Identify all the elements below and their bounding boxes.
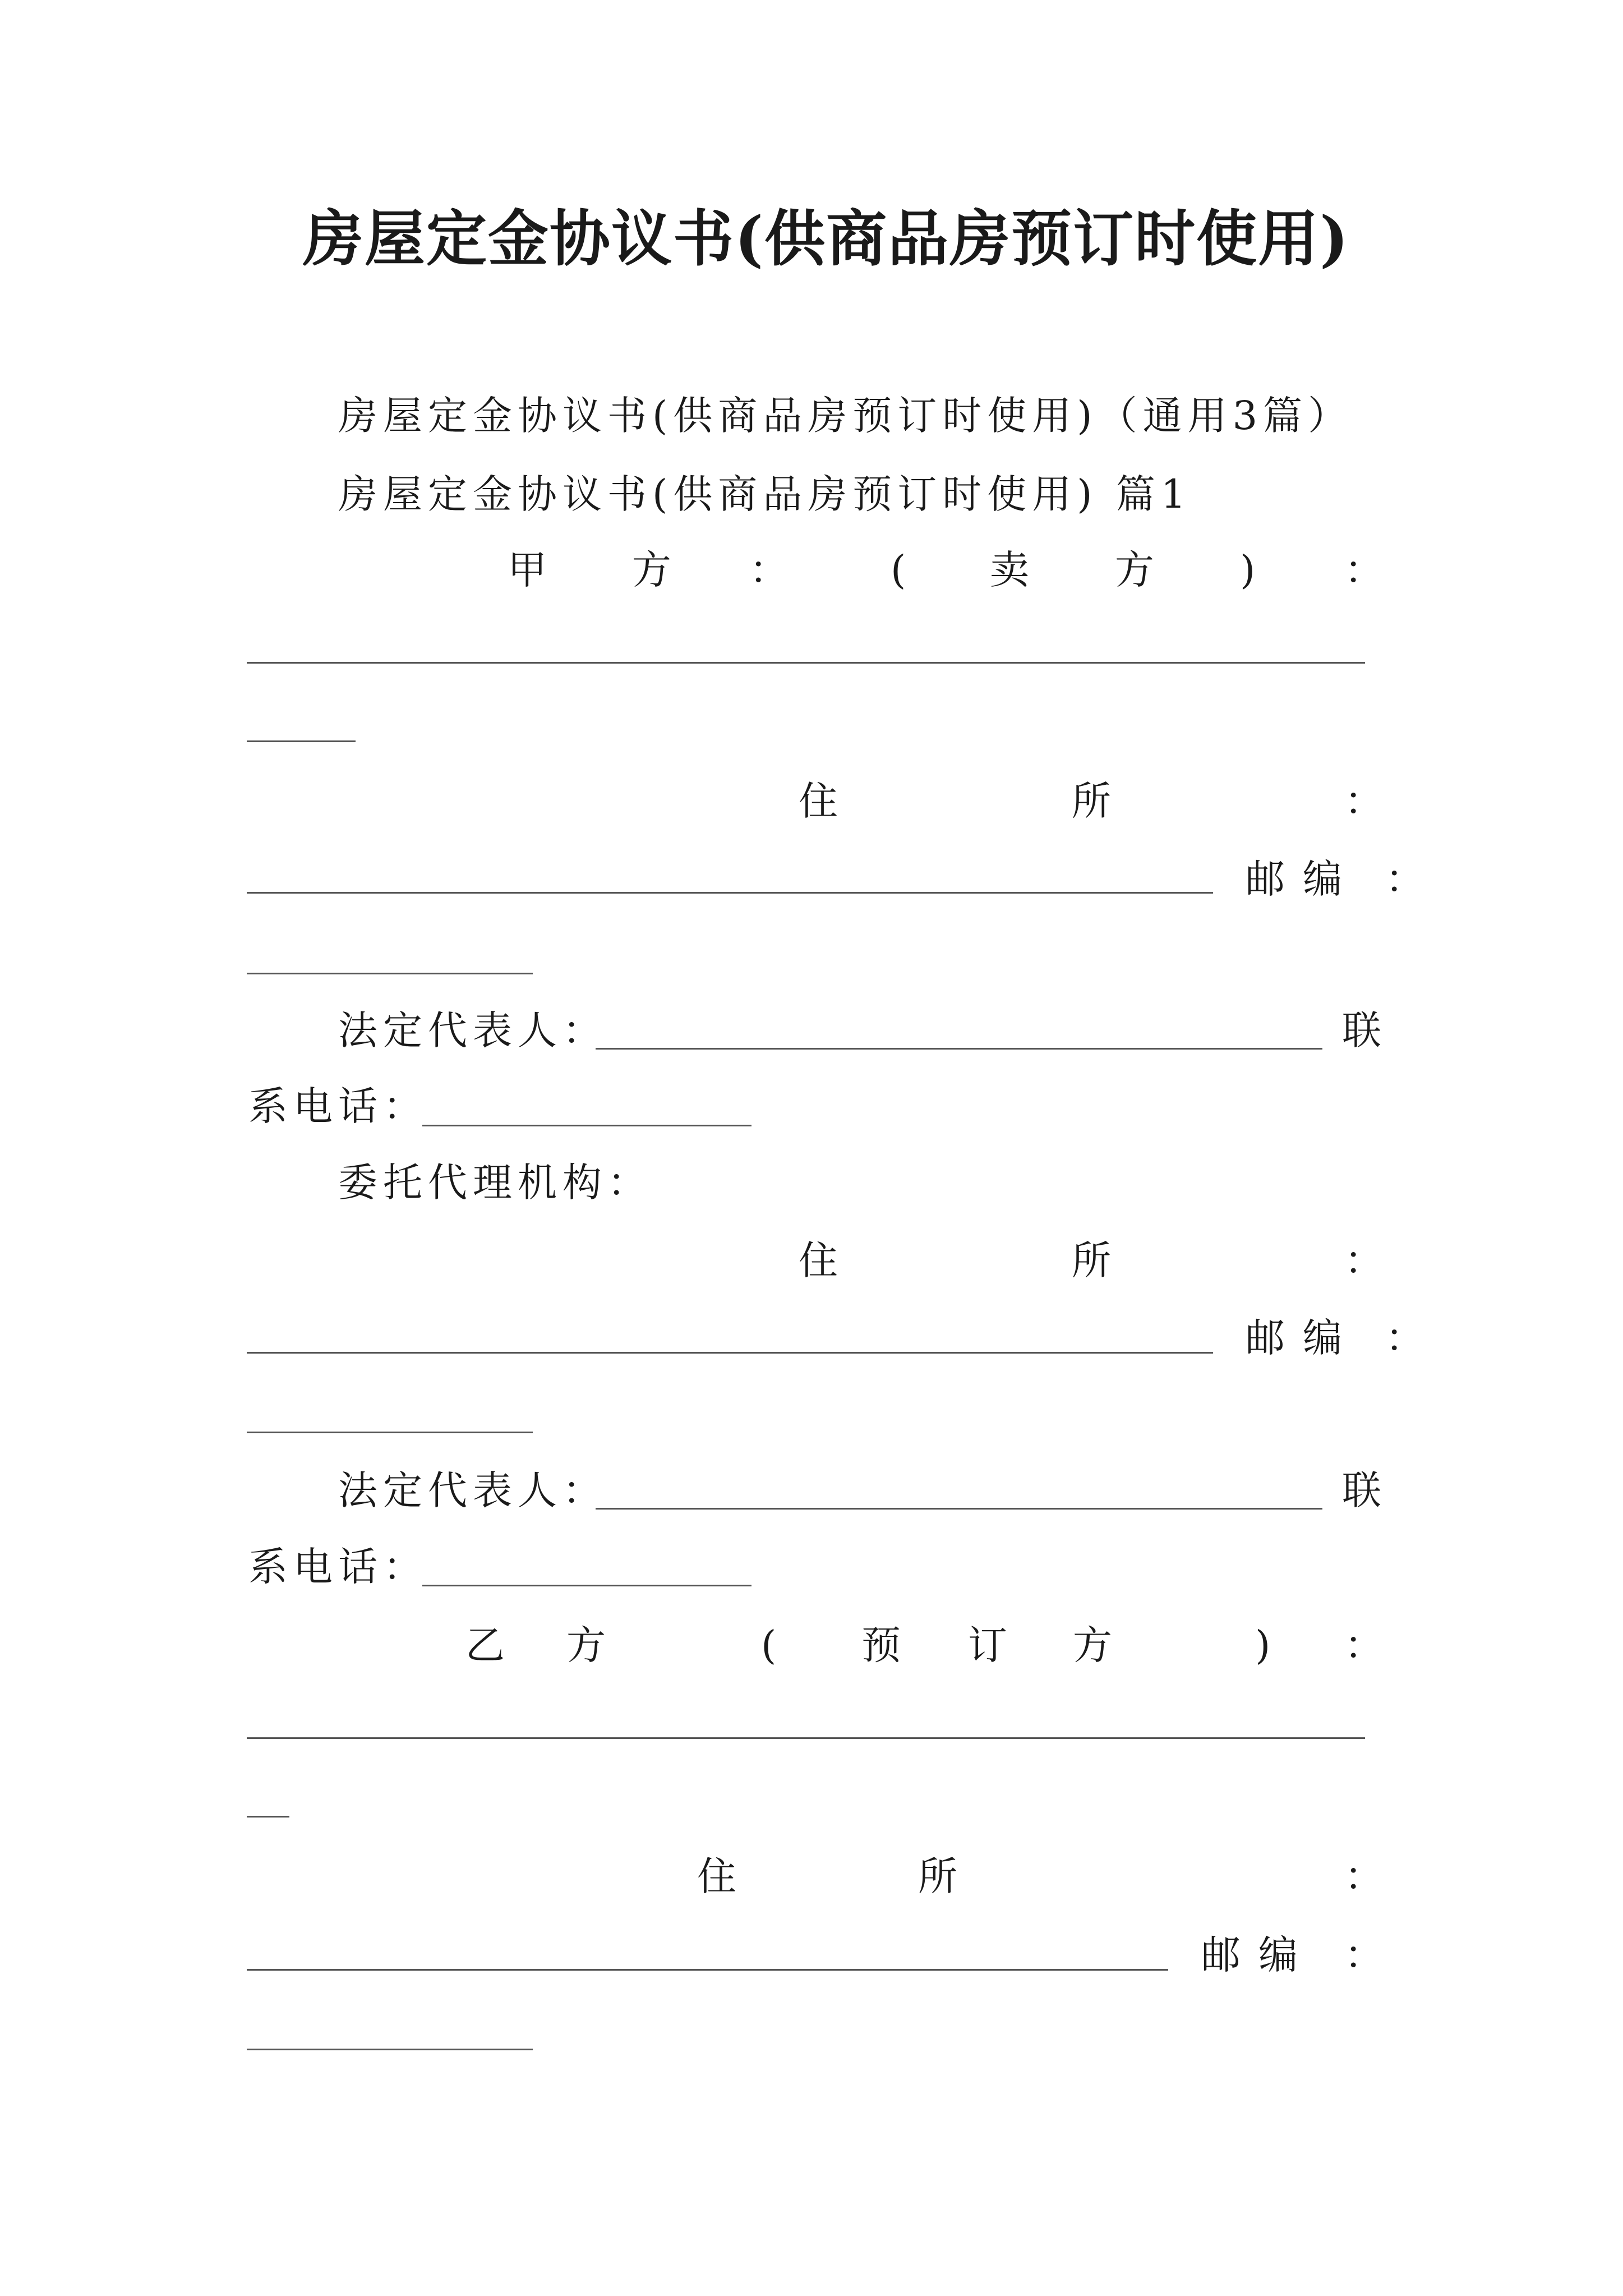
agency-phone-label-rest: 系电话： bbox=[248, 1544, 428, 1590]
agency-address-colon: ： bbox=[1344, 1237, 1389, 1283]
legal-rep-field-line[interactable] bbox=[596, 1048, 1322, 1050]
address-field-line[interactable] bbox=[247, 892, 1213, 894]
agency-label: 委托代理机构： bbox=[338, 1159, 652, 1205]
address-label-zhu: 住 bbox=[799, 778, 843, 824]
agency-phone-label-first-char: 联 bbox=[1342, 1467, 1387, 1513]
postcode-field-line[interactable] bbox=[247, 973, 533, 974]
agency-address-label-suo: 所 bbox=[1072, 1237, 1117, 1283]
party-b-postcode-field-line[interactable] bbox=[247, 2049, 533, 2050]
party-b-char-fang: 方 bbox=[566, 1622, 611, 1668]
phone-field-line[interactable] bbox=[422, 1125, 751, 1126]
party-a-name-field-line-2[interactable] bbox=[247, 740, 356, 742]
party-a-lparen: ( bbox=[891, 547, 912, 593]
party-a-char-jia: 甲 bbox=[508, 547, 552, 593]
party-a-colon-2: ： bbox=[1344, 547, 1389, 593]
party-a-char-fang: 方 bbox=[632, 547, 677, 593]
postcode-colon: ： bbox=[1385, 856, 1430, 902]
agency-postcode-label: 邮编 bbox=[1246, 1315, 1360, 1361]
party-a-colon-1: ： bbox=[749, 547, 794, 593]
party-a-char-mai: 卖 bbox=[990, 547, 1035, 593]
agency-postcode-colon: ： bbox=[1385, 1315, 1430, 1361]
party-a-char-fang-2: 方 bbox=[1115, 547, 1160, 593]
section-heading: 房屋定金协议书(供商品房预订时使用) 篇1 bbox=[338, 471, 1192, 517]
agency-address-label-zhu: 住 bbox=[799, 1237, 843, 1283]
agency-address-field-line[interactable] bbox=[247, 1352, 1213, 1354]
party-b-name-field-line-1[interactable] bbox=[247, 1737, 1365, 1739]
party-b-char-yu: 预 bbox=[861, 1622, 906, 1668]
agency-phone-field-line[interactable] bbox=[422, 1585, 751, 1586]
party-b-lparen: ( bbox=[761, 1622, 782, 1668]
party-b-postcode-colon: ： bbox=[1344, 1932, 1389, 1978]
legal-rep-label: 法定代表人： bbox=[338, 1007, 607, 1053]
document-subtitle: 房屋定金协议书(供商品房预订时使用)（通用3篇） bbox=[338, 393, 1353, 439]
agency-legal-rep-label: 法定代表人： bbox=[338, 1467, 607, 1513]
party-b-char-fang-2: 方 bbox=[1073, 1622, 1118, 1668]
party-b-char-ding: 订 bbox=[968, 1622, 1013, 1668]
party-b-address-field-line[interactable] bbox=[247, 1969, 1168, 1971]
agency-postcode-field-line[interactable] bbox=[247, 1432, 533, 1433]
party-b-char-yi: 乙 bbox=[465, 1622, 510, 1668]
postcode-label: 邮编 bbox=[1246, 856, 1360, 902]
party-b-colon: ： bbox=[1344, 1622, 1389, 1668]
party-b-address-label-suo: 所 bbox=[918, 1853, 963, 1899]
party-a-rparen: ) bbox=[1240, 547, 1261, 593]
party-b-address-colon: ： bbox=[1344, 1853, 1389, 1899]
address-label-suo: 所 bbox=[1072, 778, 1117, 824]
agency-legal-rep-field-line[interactable] bbox=[596, 1508, 1322, 1510]
phone-label-rest: 系电话： bbox=[248, 1083, 428, 1129]
document-title: 房屋定金协议书(供商品房预订时使用) bbox=[303, 204, 1350, 274]
phone-label-first-char: 联 bbox=[1342, 1007, 1387, 1053]
party-b-address-label-zhu: 住 bbox=[697, 1853, 742, 1899]
address-colon: ： bbox=[1344, 778, 1389, 824]
party-b-postcode-label: 邮编 bbox=[1201, 1932, 1316, 1978]
party-b-name-field-line-2[interactable] bbox=[247, 1816, 289, 1818]
party-b-rparen: ) bbox=[1255, 1622, 1276, 1668]
party-a-name-field-line-1[interactable] bbox=[247, 662, 1365, 664]
